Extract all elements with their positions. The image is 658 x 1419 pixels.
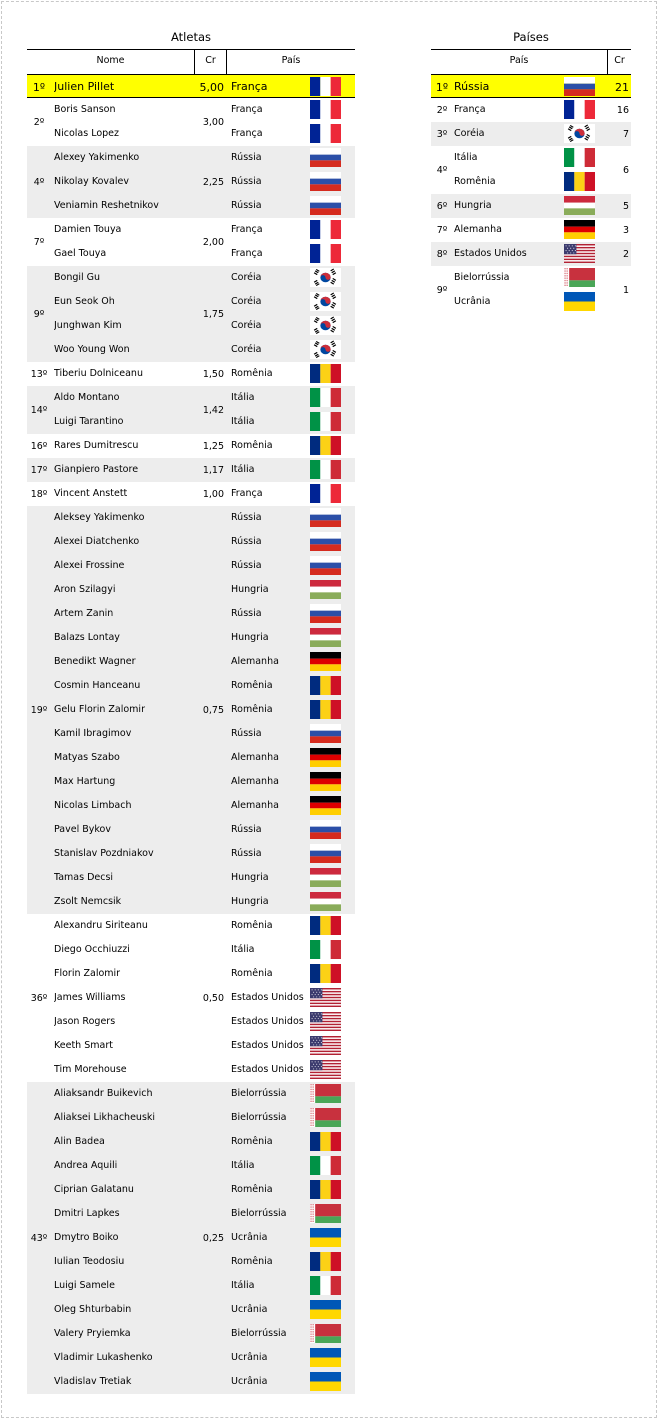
athlete-name: Tim Morehouse <box>54 1064 127 1075</box>
athlete-country: Hungria <box>231 872 269 883</box>
country-ranking-group <box>431 98 631 122</box>
athlete-name: Nicolas Limbach <box>54 800 132 811</box>
ranking-group <box>27 386 355 434</box>
germany-flag-icon <box>310 652 341 671</box>
usa-flag-icon <box>310 1036 341 1055</box>
russia-flag-icon <box>310 172 341 191</box>
ranking-group <box>27 458 355 482</box>
italy-flag-icon <box>310 412 341 431</box>
athlete-country: Rússia <box>231 560 262 571</box>
rank-cell: 9º <box>436 284 448 296</box>
athlete-name: Keeth Smart <box>54 1040 113 1051</box>
athlete-name: Ciprian Galatanu <box>54 1184 134 1195</box>
athlete-country: Hungria <box>231 584 269 595</box>
athlete-name: Aleksey Yakimenko <box>54 512 145 523</box>
romania-flag-icon <box>310 700 341 719</box>
athlete-country: Alemanha <box>231 776 279 787</box>
ranking-group <box>27 146 355 218</box>
athlete-country: Alemanha <box>231 800 279 811</box>
athlete-country: França <box>231 128 263 139</box>
athlete-name: Vincent Anstett <box>54 488 128 499</box>
country-ranking-group <box>431 122 631 146</box>
athlete-country: Itália <box>231 944 255 955</box>
athlete-country: França <box>231 104 263 115</box>
athlete-name: Cosmin Hanceanu <box>54 680 141 691</box>
korea-flag-icon <box>310 316 341 335</box>
athlete-name: Dmytro Boiko <box>54 1232 119 1243</box>
athlete-name: Kamil Ibragimov <box>54 728 132 739</box>
score-cell: 1,75 <box>202 308 224 320</box>
ukraine-flag-icon <box>310 1372 341 1391</box>
score-cell: 0,50 <box>202 992 224 1004</box>
score-cell: 0,75 <box>202 704 224 716</box>
athlete-name: Max Hartung <box>54 776 116 787</box>
athlete-country: Ucrânia <box>231 1304 268 1315</box>
athletes-header <box>27 49 355 75</box>
korea-flag-icon <box>310 340 341 359</box>
header-country: País <box>431 50 608 74</box>
belarus-flag-icon <box>310 1324 341 1343</box>
athlete-country: Estados Unidos <box>231 1040 304 1051</box>
athlete-country: Rússia <box>231 512 262 523</box>
athlete-name: Balazs Lontay <box>54 632 120 643</box>
hungary-flag-icon <box>310 628 341 647</box>
france-flag-icon <box>310 77 341 96</box>
athlete-name: Oleg Shturbabin <box>54 1304 132 1315</box>
athlete-country: Romênia <box>231 704 273 715</box>
athlete-country: Rússia <box>231 824 262 835</box>
header-score: Cr <box>614 55 625 66</box>
france-flag-icon <box>310 220 341 239</box>
athlete-name: Rares Dumitrescu <box>54 440 139 451</box>
hungary-flag-icon <box>310 868 341 887</box>
germany-flag-icon <box>310 796 341 815</box>
athlete-name: Valery Pryiemka <box>54 1328 131 1339</box>
ukraine-flag-icon <box>310 1228 341 1247</box>
athlete-country: Rússia <box>231 848 262 859</box>
athlete-country: Romênia <box>231 680 273 691</box>
italy-flag-icon <box>310 1276 341 1295</box>
belarus-flag-icon <box>310 1108 341 1127</box>
score-cell: 1,25 <box>202 440 224 452</box>
belarus-flag-icon <box>564 268 595 287</box>
ranking-group <box>27 218 355 266</box>
score-cell: 5 <box>622 200 629 212</box>
athlete-name: Florin Zalomir <box>54 968 121 979</box>
country-ranking-group <box>431 194 631 218</box>
header-country: País <box>281 55 301 66</box>
athlete-country: Rússia <box>231 152 262 163</box>
usa-flag-icon <box>310 1060 341 1079</box>
athlete-name: Luigi Tarantino <box>54 416 124 427</box>
rank-cell: 43º <box>30 1232 48 1244</box>
athlete-country: Romênia <box>231 1136 273 1147</box>
romania-flag-icon <box>310 436 341 455</box>
athlete-country: Rússia <box>231 200 262 211</box>
rank-cell: 9º <box>33 308 45 320</box>
ranking-group <box>27 98 355 146</box>
athlete-name: Alexandru Siriteanu <box>54 920 148 931</box>
score-cell: 0,25 <box>202 1232 224 1244</box>
ranking-group <box>27 1082 355 1394</box>
header-name: Nome <box>27 50 195 74</box>
score-cell: 1 <box>622 284 629 296</box>
athlete-country: Bielorrússia <box>231 1328 287 1339</box>
athlete-country: Romênia <box>231 368 273 379</box>
ranking-group <box>27 266 355 362</box>
rank-cell: 1º <box>435 80 449 94</box>
athlete-name: Aron Szilagyi <box>54 584 116 595</box>
athlete-name: Alexei Diatchenko <box>54 536 140 547</box>
athlete-country: França <box>231 224 263 235</box>
athlete-name: Andrea Aquili <box>54 1160 118 1171</box>
athlete-country: Alemanha <box>231 752 279 763</box>
rank-cell: 19º <box>30 704 48 716</box>
athlete-country: Itália <box>231 1280 255 1291</box>
athlete-name: James Williams <box>54 992 126 1003</box>
athlete-name: Diego Occhiuzzi <box>54 944 130 955</box>
russia-flag-icon <box>310 556 341 575</box>
athlete-name: Aldo Montano <box>54 392 120 403</box>
country-ranking-group <box>431 266 631 314</box>
belarus-flag-icon <box>310 1084 341 1103</box>
france-flag-icon <box>310 100 341 119</box>
russia-flag-icon <box>310 508 341 527</box>
athlete-name: Woo Young Won <box>54 344 130 355</box>
athlete-name: Vladimir Lukashenko <box>54 1352 153 1363</box>
athlete-name: Gianpiero Pastore <box>54 464 139 475</box>
athlete-name: Gelu Florin Zalomir <box>54 704 145 715</box>
country-name: Rússia <box>454 80 490 93</box>
korea-flag-icon <box>564 124 595 143</box>
russia-flag-icon <box>310 148 341 167</box>
countries-header <box>431 49 631 75</box>
athlete-name: Tamas Decsi <box>54 872 114 883</box>
rank-cell: 3º <box>436 128 448 140</box>
rank-cell: 4º <box>436 164 448 176</box>
athlete-country: Rússia <box>231 608 262 619</box>
romania-flag-icon <box>310 364 341 383</box>
athlete-country: França <box>231 80 268 93</box>
athlete-country: Romênia <box>231 920 273 931</box>
athlete-name: Matyas Szabo <box>54 752 120 763</box>
hungary-flag-icon <box>310 580 341 599</box>
country-ranking-group <box>431 74 631 98</box>
athlete-name: Alin Badea <box>54 1136 105 1147</box>
athlete-country: Romênia <box>231 440 273 451</box>
russia-flag-icon <box>310 820 341 839</box>
athlete-country: França <box>231 248 263 259</box>
score-cell: 1,00 <box>202 488 224 500</box>
korea-flag-icon <box>310 292 341 311</box>
score-cell: 2,00 <box>202 236 224 248</box>
athlete-country: Hungria <box>231 632 269 643</box>
athlete-country: Rússia <box>231 728 262 739</box>
hungary-flag-icon <box>564 196 595 215</box>
usa-flag-icon <box>310 1012 341 1031</box>
score-cell: 7 <box>622 128 629 140</box>
russia-flag-icon <box>310 604 341 623</box>
romania-flag-icon <box>564 172 595 191</box>
athlete-country: Coréia <box>231 296 262 307</box>
germany-flag-icon <box>310 748 341 767</box>
country-name: Alemanha <box>454 224 502 235</box>
score-cell: 1,42 <box>202 404 224 416</box>
ukraine-flag-icon <box>310 1300 341 1319</box>
country-name: França <box>454 104 486 115</box>
country-name: Hungria <box>454 200 492 211</box>
athlete-name: Aliaksei Likhacheuski <box>54 1112 156 1123</box>
athlete-country: Rússia <box>231 176 262 187</box>
usa-flag-icon <box>310 988 341 1007</box>
italy-flag-icon <box>310 460 341 479</box>
rank-cell: 2º <box>436 104 448 116</box>
athlete-country: Coréia <box>231 320 262 331</box>
athlete-name: Aliaksandr Buikevich <box>54 1088 153 1099</box>
athlete-name: Artem Zanin <box>54 608 114 619</box>
athlete-name: Alexei Frossine <box>54 560 125 571</box>
athlete-name: Junghwan Kim <box>54 320 122 331</box>
countries-title: Países <box>513 30 549 44</box>
athlete-name: Veniamin Reshetnikov <box>54 200 159 211</box>
country-name: Coréia <box>454 128 485 139</box>
rank-cell: 8º <box>436 248 448 260</box>
romania-flag-icon <box>310 964 341 983</box>
athlete-country: Bielorrússia <box>231 1112 287 1123</box>
italy-flag-icon <box>310 388 341 407</box>
athlete-country: Ucrânia <box>231 1232 268 1243</box>
russia-flag-icon <box>310 724 341 743</box>
ranking-group <box>27 506 355 914</box>
country-name: Estados Unidos <box>454 248 527 259</box>
score-cell: 6 <box>622 164 629 176</box>
ranking-group <box>27 914 355 1082</box>
korea-flag-icon <box>310 268 341 287</box>
france-flag-icon <box>310 244 341 263</box>
ranking-group <box>27 482 355 506</box>
athlete-country: Romênia <box>231 1184 273 1195</box>
country-name: Itália <box>454 152 478 163</box>
athlete-country: Ucrânia <box>231 1352 268 1363</box>
athlete-country: Hungria <box>231 896 269 907</box>
ranking-group <box>27 434 355 458</box>
score-cell: 5,00 <box>199 80 224 94</box>
athlete-name: Dmitri Lapkes <box>54 1208 120 1219</box>
athlete-name: Nicolas Lopez <box>54 128 120 139</box>
rank-cell: 13º <box>30 368 48 380</box>
athlete-name: Boris Sanson <box>54 104 116 115</box>
country-ranking-group <box>431 218 631 242</box>
athlete-name: Luigi Samele <box>54 1280 115 1291</box>
athlete-country: Romênia <box>231 968 273 979</box>
usa-flag-icon <box>564 244 595 263</box>
athlete-name: Benedikt Wagner <box>54 656 136 667</box>
athlete-name: Iulian Teodosiu <box>54 1256 125 1267</box>
athlete-name: Pavel Bykov <box>54 824 111 835</box>
athlete-name: Jason Rogers <box>54 1016 116 1027</box>
athlete-country: Rússia <box>231 536 262 547</box>
score-cell: 21 <box>615 80 629 94</box>
russia-flag-icon <box>564 77 595 96</box>
score-cell: 16 <box>616 104 629 116</box>
athlete-name: Gael Touya <box>54 248 107 259</box>
ranking-group <box>27 362 355 386</box>
russia-flag-icon <box>310 844 341 863</box>
romania-flag-icon <box>310 1132 341 1151</box>
athlete-name: Eun Seok Oh <box>54 296 115 307</box>
france-flag-icon <box>564 100 595 119</box>
romania-flag-icon <box>310 916 341 935</box>
ukraine-flag-icon <box>310 1348 341 1367</box>
athlete-country: Itália <box>231 1160 255 1171</box>
athletes-title: Atletas <box>171 30 211 44</box>
athlete-name: Zsolt Nemcsik <box>54 896 122 907</box>
country-name: Bielorrússia <box>454 272 510 283</box>
country-name: Romênia <box>454 176 496 187</box>
athlete-country: Estados Unidos <box>231 992 304 1003</box>
france-flag-icon <box>310 124 341 143</box>
athlete-country: Coréia <box>231 344 262 355</box>
athlete-country: Ucrânia <box>231 1376 268 1387</box>
header-score: Cr <box>195 50 227 74</box>
athlete-name: Nikolay Kovalev <box>54 176 129 187</box>
rank-cell: 1º <box>32 80 46 94</box>
athlete-name: Damien Touya <box>54 224 122 235</box>
country-ranking-group <box>431 146 631 194</box>
france-flag-icon <box>310 484 341 503</box>
italy-flag-icon <box>564 148 595 167</box>
italy-flag-icon <box>310 940 341 959</box>
athlete-name: Alexey Yakimenko <box>54 152 140 163</box>
russia-flag-icon <box>310 196 341 215</box>
score-cell: 3 <box>622 224 629 236</box>
belarus-flag-icon <box>310 1204 341 1223</box>
country-name: Ucrânia <box>454 296 491 307</box>
rank-cell: 18º <box>30 488 48 500</box>
athlete-country: Bielorrússia <box>231 1088 287 1099</box>
rank-cell: 7º <box>33 236 45 248</box>
athlete-name: Julien Pillet <box>54 80 115 93</box>
athlete-name: Bongil Gu <box>54 272 101 283</box>
score-cell: 2,25 <box>202 176 224 188</box>
score-cell: 3,00 <box>202 116 224 128</box>
athlete-country: Bielorrússia <box>231 1208 287 1219</box>
rank-cell: 2º <box>33 116 45 128</box>
athlete-name: Stanislav Pozdniakov <box>54 848 154 859</box>
athlete-country: Coréia <box>231 272 262 283</box>
ukraine-flag-icon <box>564 292 595 311</box>
athlete-name: Tiberiu Dolniceanu <box>54 368 143 379</box>
athlete-country: Itália <box>231 464 255 475</box>
rank-cell: 17º <box>30 464 48 476</box>
romania-flag-icon <box>310 676 341 695</box>
athlete-country: Estados Unidos <box>231 1016 304 1027</box>
score-cell: 1,50 <box>202 368 224 380</box>
rank-cell: 36º <box>30 992 48 1004</box>
romania-flag-icon <box>310 1252 341 1271</box>
score-cell: 1,17 <box>202 464 224 476</box>
russia-flag-icon <box>310 532 341 551</box>
athlete-country: Itália <box>231 392 255 403</box>
athlete-country: Romênia <box>231 1256 273 1267</box>
rank-cell: 6º <box>436 200 448 212</box>
athlete-country: Itália <box>231 416 255 427</box>
germany-flag-icon <box>564 220 595 239</box>
rank-cell: 14º <box>30 404 48 416</box>
rank-cell: 7º <box>436 224 448 236</box>
hungary-flag-icon <box>310 892 341 911</box>
athlete-country: França <box>231 488 263 499</box>
ranking-group <box>27 74 355 98</box>
athlete-country: Alemanha <box>231 656 279 667</box>
italy-flag-icon <box>310 1156 341 1175</box>
athlete-country: Estados Unidos <box>231 1064 304 1075</box>
romania-flag-icon <box>310 1180 341 1199</box>
athlete-name: Vladislav Tretiak <box>54 1376 132 1387</box>
rank-cell: 16º <box>30 440 48 452</box>
germany-flag-icon <box>310 772 341 791</box>
rank-cell: 4º <box>33 176 45 188</box>
score-cell: 2 <box>622 248 629 260</box>
country-ranking-group <box>431 242 631 266</box>
